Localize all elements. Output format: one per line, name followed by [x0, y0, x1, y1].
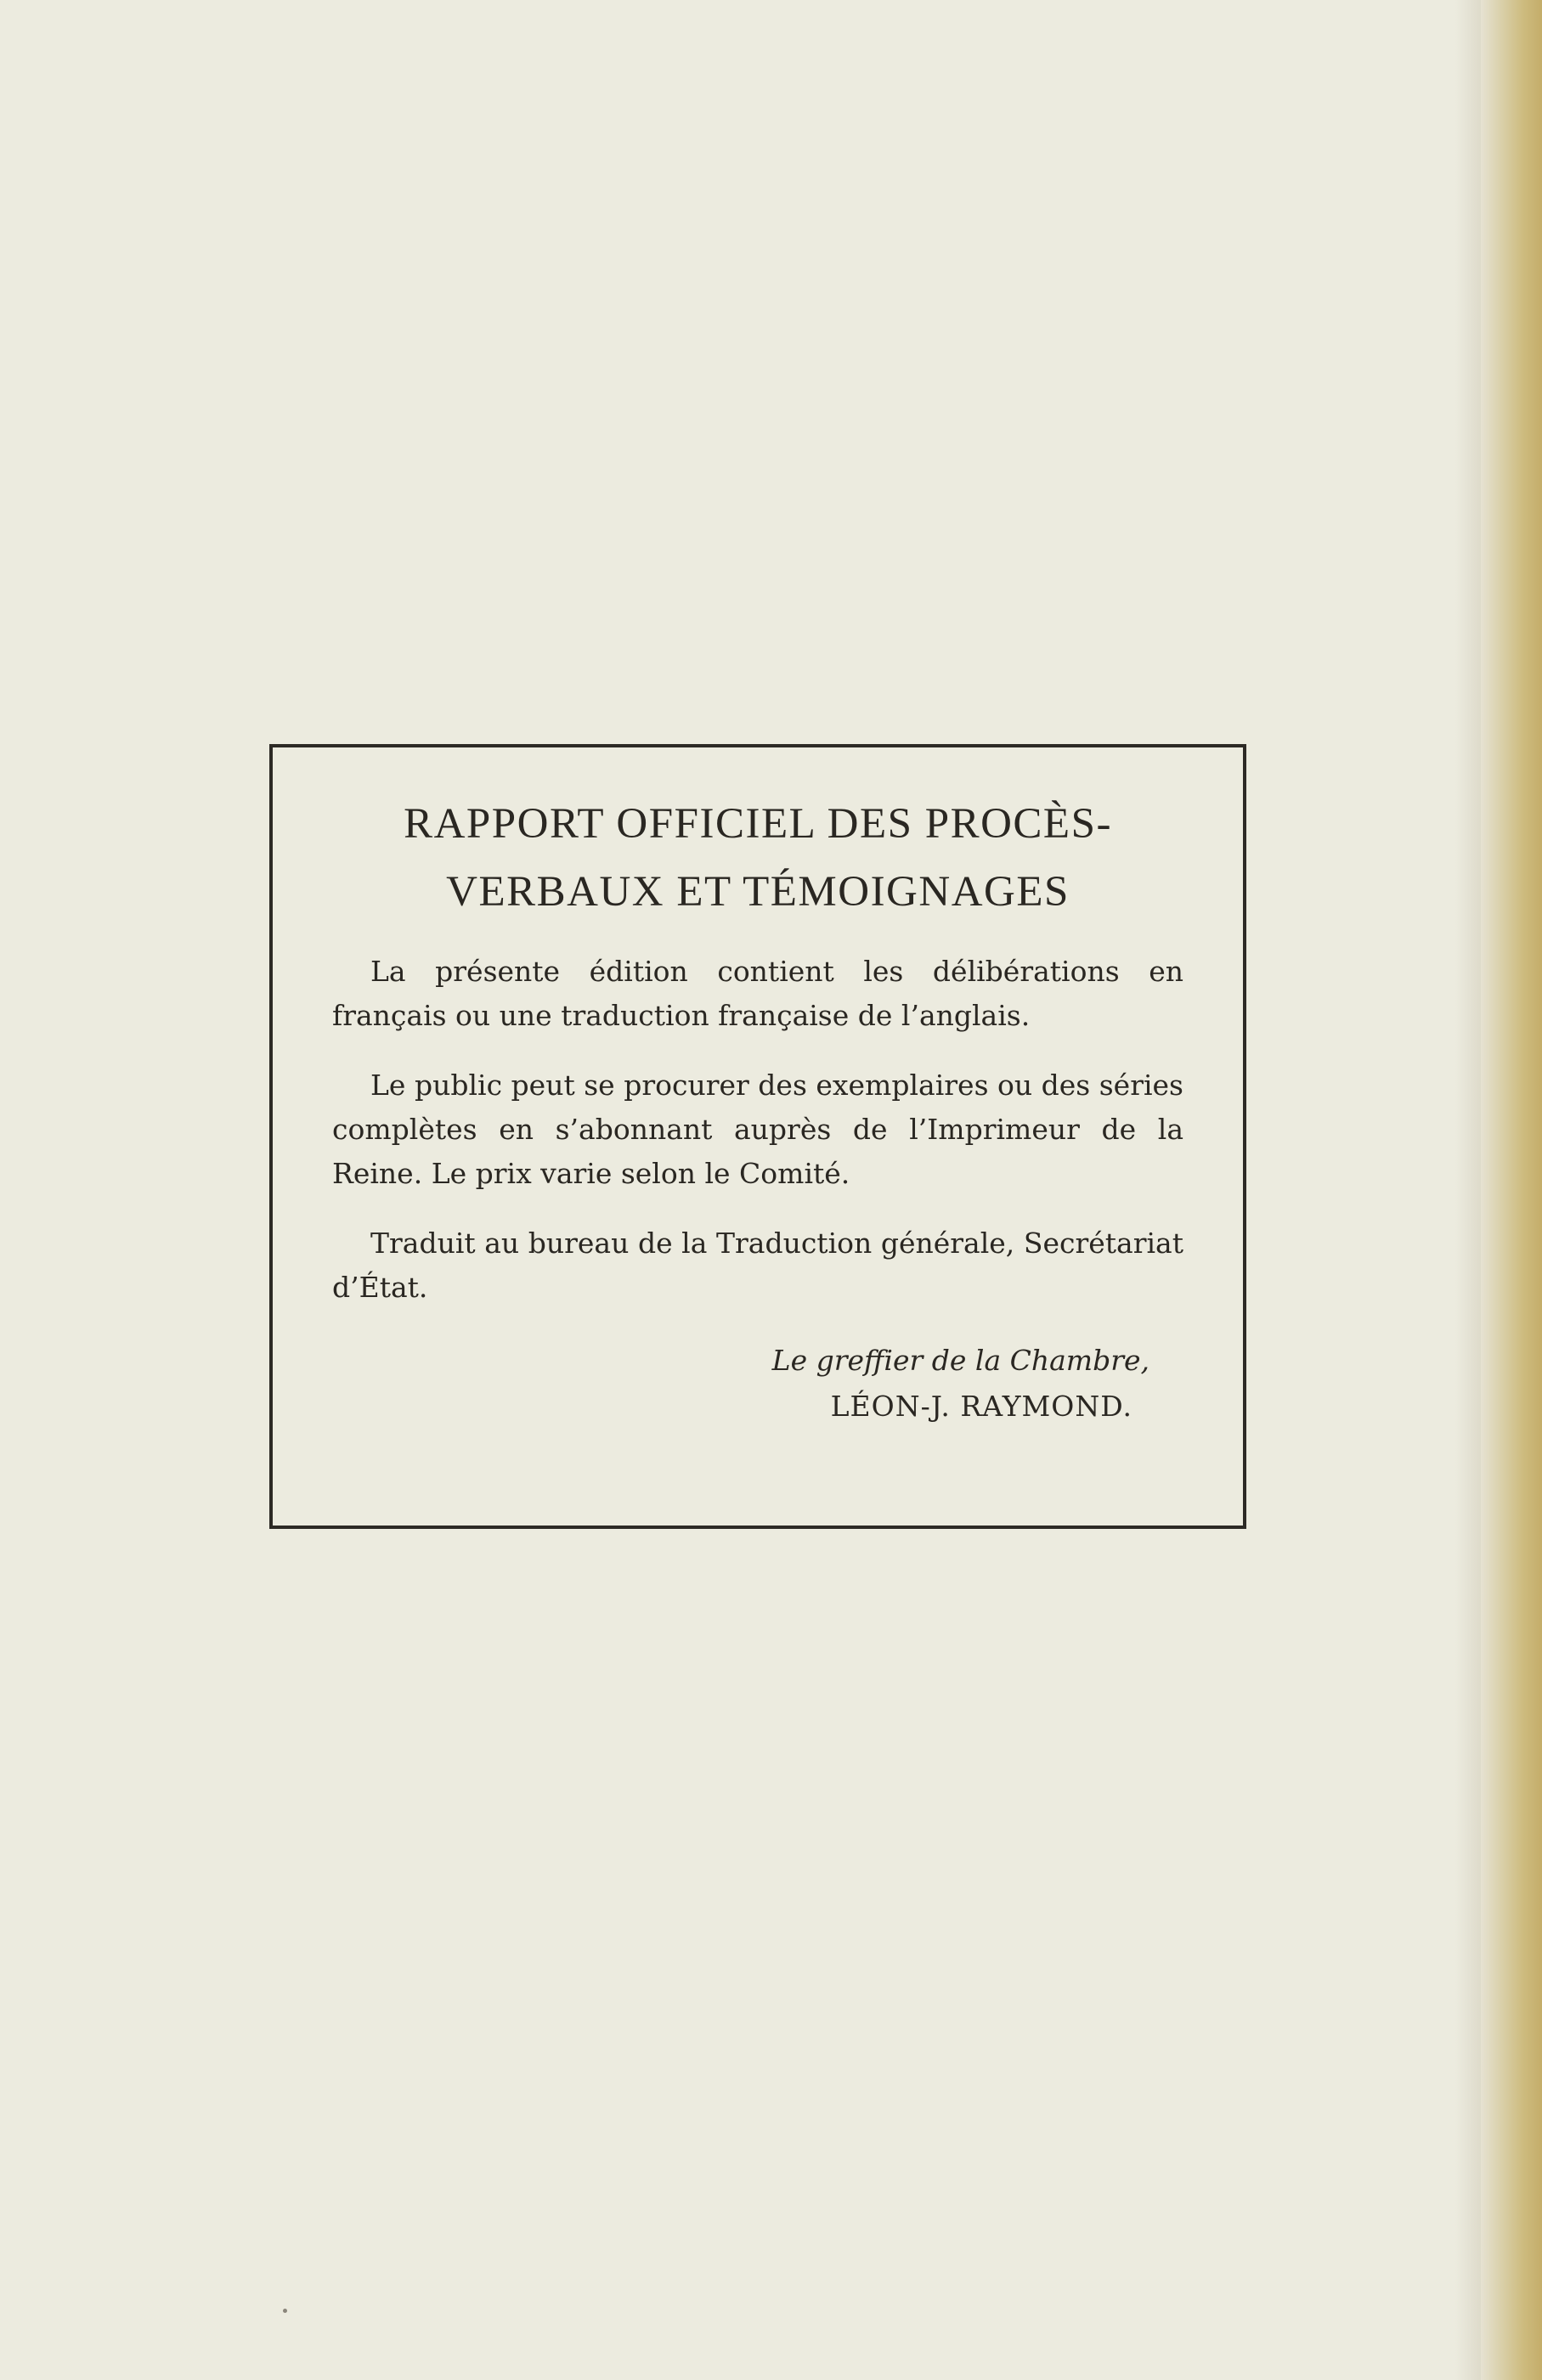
- notice-title-line-2: VERBAUX ET TÉMOIGNAGES: [446, 868, 1070, 916]
- paragraph-language-edition: La présente édition contient les délibérations en français ou une traduction française de l’anglais.: [332, 955, 1183, 1032]
- notice-box: [269, 744, 1246, 1529]
- notice-title-line-1: RAPPORT OFFICIEL DES PROCÈS-: [404, 800, 1112, 848]
- signature-block: [332, 1339, 1183, 1430]
- signature-role: Le greffier de la Chambre,: [771, 1344, 1149, 1377]
- notice-title: [332, 790, 1183, 926]
- paragraph-translation: Traduit au bureau de la Traduction générale, Secrétariat d’État.: [332, 1227, 1183, 1304]
- page-edge: [1481, 0, 1542, 2380]
- paper-speck: [283, 2309, 287, 2313]
- page-gutter-shadow: [1455, 0, 1481, 2380]
- paragraph-subscription: Le public peut se procurer des exemplaires ou des séries complètes en s’abonnant auprès de l’Imprimeur de la Reine. Le prix varie selon le Comité.: [332, 1069, 1183, 1190]
- signature-name: LÉON-J. RAYMOND.: [830, 1390, 1132, 1423]
